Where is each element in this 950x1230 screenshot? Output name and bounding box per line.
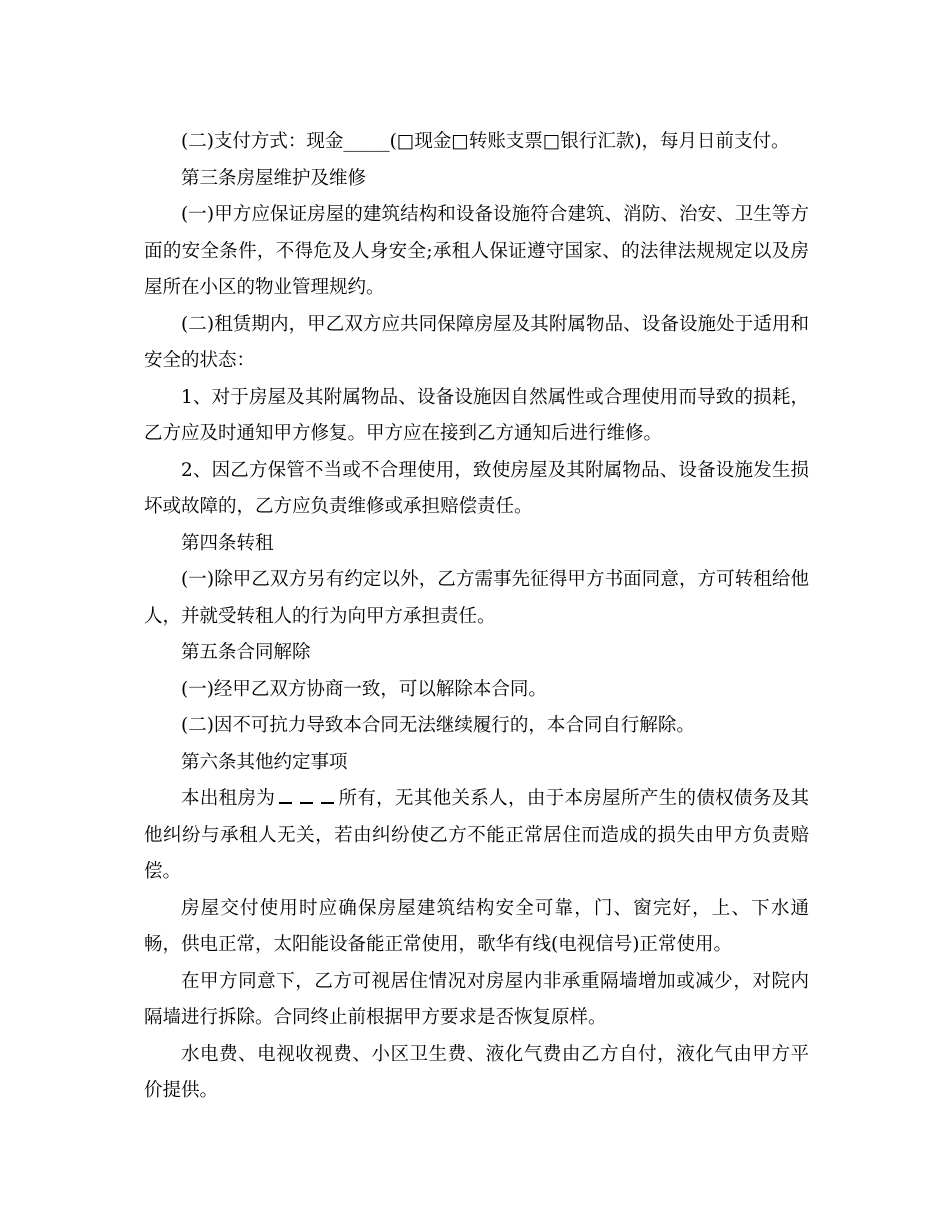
owner-blank-2 — [300, 788, 313, 804]
owner-clause-rest: 所有，无其他关系人，由于本房屋所产生的债权债务及其他纠纷与承租人无关，若由纠纷使乙方不能正常居住而造成的损失由甲方负责赔偿。 — [144, 788, 809, 882]
owner-clause-lead: 本出租房为 — [181, 788, 276, 809]
owner-clause — [144, 781, 809, 891]
article-3-clause-2: (二)租赁期内，甲乙双方应共同保障房屋及其附属物品、设备设施处于适用和安全的状态： — [144, 313, 809, 371]
owner-blank-1 — [279, 788, 292, 804]
article-3-clause-1: (一)甲方应保证房屋的建筑结构和设备设施符合建筑、消防、治安、卫生等方面的安全条件，不得危及人身安全;承租人保证遵守国家、的法律法规规定以及房屋所在小区的物业管理规约。 — [144, 204, 809, 298]
utilities-clause: 水电费、电视收视费、小区卫生费、液化气费由乙方自付，液化气由甲方平价提供。 — [144, 1043, 809, 1101]
article-5-heading: 第五条合同解除 — [181, 642, 311, 663]
document-page — [144, 124, 809, 1110]
article-6-heading: 第六条其他约定事项 — [181, 751, 348, 773]
owner-blank-3 — [321, 788, 334, 804]
payment-method-clause: (二)支付方式：现金_____(□现金□转账支票□银行汇款)，每月日前支付。 — [181, 131, 790, 152]
article-3-heading: 第三条房屋维护及维修 — [181, 167, 367, 189]
partition-clause: 在甲方同意下，乙方可视居住情况对房屋内非承重隔墙增加或减少，对院内隔墙进行拆除。合同终止前根据甲方要求是否恢复原样。 — [144, 970, 809, 1028]
article-5-clause-2: (二)因不可抗力导致本合同无法继续履行的，本合同自行解除。 — [181, 715, 695, 736]
article-5-clause-1: (一)经甲乙双方协商一致，可以解除本合同。 — [181, 678, 547, 700]
article-4-clause-1: (一)除甲乙双方另有约定以外，乙方需事先征得甲方书面同意，方可转租给他人，并就受转租人的行为向甲方承担责任。 — [144, 569, 809, 627]
article-3-item-2: 2、因乙方保管不当或不合理使用，致使房屋及其附属物品、设备设施发生损坏或故障的，乙方应负责维修或承担赔偿责任。 — [144, 459, 809, 517]
article-4-heading: 第四条转租 — [181, 532, 274, 554]
article-3-item-1: 1、对于房屋及其附属物品、设备设施因自然属性或合理使用而导致的损耗，乙方应及时通知甲方修复。甲方应在接到乙方通知后进行维修。 — [144, 386, 809, 444]
handover-clause: 房屋交付使用时应确保房屋建筑结构安全可靠，门、窗完好，上、下水通畅，供电正常，太阳能设备能正常使用，歌华有线(电视信号)正常使用。 — [144, 897, 809, 955]
